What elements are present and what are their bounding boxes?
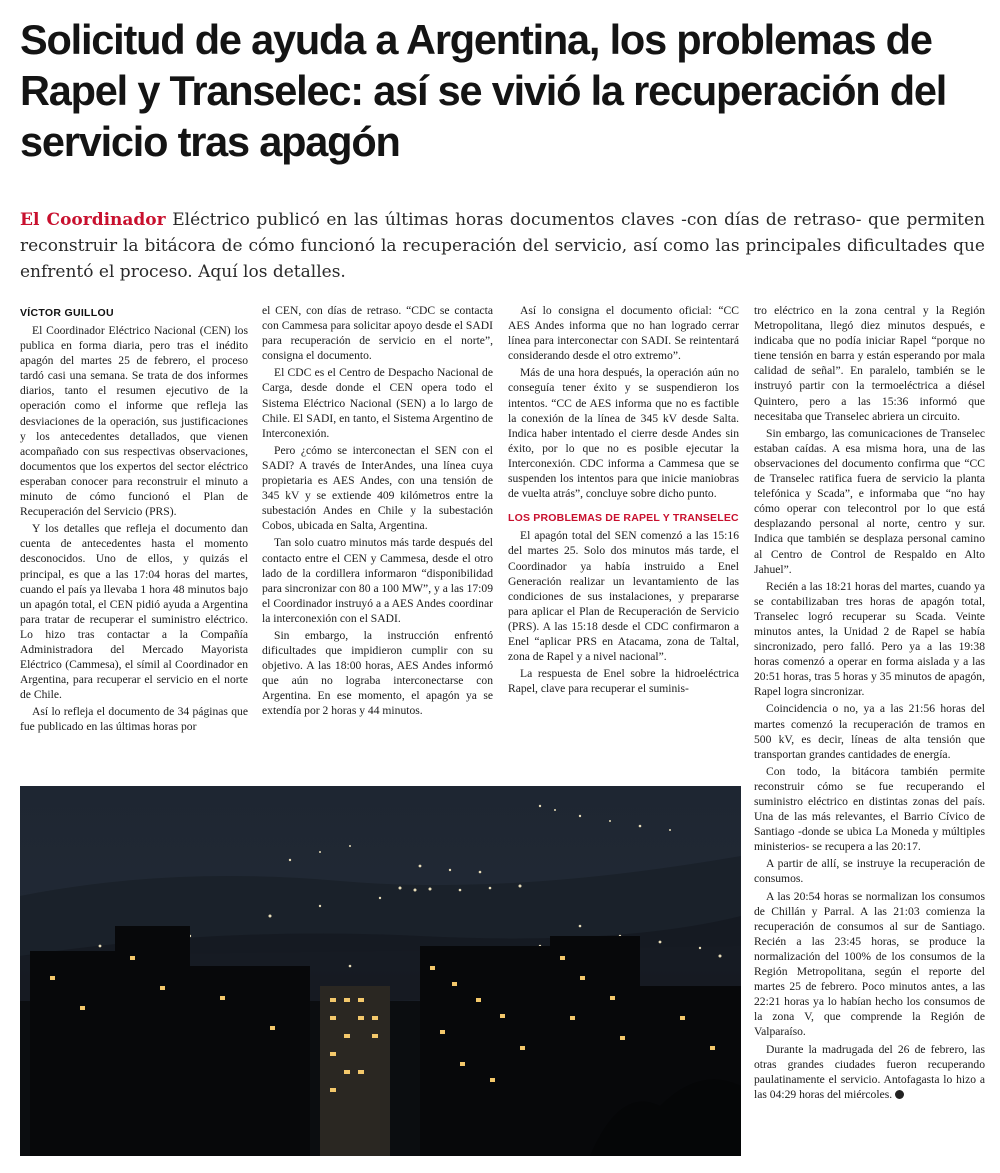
paragraph: Así lo refleja el documento de 34 páginas que fue publicado en las últimas horas por [20, 705, 248, 734]
lead-text: Eléctrico publicó en las últimas horas documentos claves -con días de retraso- que permiten reconstruir la bitácora de cómo funcionó la recuperación del servicio, así como las principales dificultades que enfrentó el proceso. Aquí los detalles. [20, 210, 986, 282]
headline: Solicitud de ayuda a Argentina, los problemas de Rapel y Transelec: así se vivió la recuperación del servicio tras apagón [20, 16, 947, 165]
paragraph: Así lo consigna el documento oficial: “CC AES Andes informa que no han logrado cerrar línea para interconectar con SADI. Se reintentará considerando desde el otro extremo”. [508, 304, 739, 363]
column-1 [20, 323, 248, 743]
paragraph [754, 1042, 985, 1102]
paragraph: A partir de allí, se instruye la recuperación de consumos. [754, 857, 985, 886]
paragraph: Coincidencia o no, ya a las 21:56 horas del martes comenzó la recuperación de tramos en 500 kV, es decir, líneas de alta tensión que transportan grandes cantidades de energía. [754, 702, 985, 761]
column-4 [754, 303, 985, 1153]
paragraph: El Coordinador Eléctrico Nacional (CEN) los publica en forma diaria, pero tras el inédito apagón del martes 25 de febrero, el proceso tardó casi una semana. Se trata de dos informes diarios, tanto el resumen ejecutivo de la operación como el informe que refleja las desviaciones de la operación, sus justificaciones y los antecedentes detallados, que vienen acompañado con sus respectivas observaciones, documentos que los expertos del sector eléctrico esperaban conocer para reconstruir el minuto a minuto de cómo funcionó el Plan de Recuperación del Servicio (PRS). [20, 324, 248, 519]
paragraph: Pero ¿cómo se interconectan el SEN con el SADI? A través de InterAndes, una línea cuya propietaria es AES Andes, con una tensión de 345 kV y se extiende 409 kilómetros entre la subestación Andes en Chile y la subestación Cobos, ubicada en Salta, Argentina. [262, 443, 493, 533]
paragraph: Con todo, la bitácora también permite reconstruir cómo se fue recuperando el suministro eléctrico en distintas zonas del país. Una de las más relevantes, el Barrio Cívico de Santiago -donde se ubica La Moneda y múltiples ministerios- se recupera a las 20:17. [754, 764, 985, 854]
paragraph: Sin embargo, las comunicaciones de Transelec estaban caídas. A esa misma hora, una de las observaciones del documento confirma que “CC de Transelec ratifica fuera de servicio la planta telefónica y Scada”, e informaba que “no hay cómo operar con telecontrol por lo que está desplazando personal al norte, centro y sur. Indica que también se desplaza personal camino al Centro de Control de Respaldo en Alto Jahuel”. [754, 426, 985, 576]
column-2 [262, 303, 493, 743]
paragraph: Y los detalles que refleja el documento dan cuenta de antecedentes hasta el momento desconocidos. Uno de ellos, y quizás el principal, es que a las 17:04 horas del martes, cuando el país ya llevaba 1 hora 48 minutos bajo un apagón total, el CEN pidió ayuda a Argentina para tratar de recuperar el suministro eléctrico. Lo hizo tras contactar a la Compañía Administradora del Mercado Mayorista Eléctrico (Cammesa), el símil al Coordinador en Argentina, para recuperar el servicio en el norte de Chile. [20, 522, 248, 702]
paragraph: A las 20:54 horas se normalizan los consumos de Chillán y Parral. A las 21:03 comienza la recuperación de consumos al sur de Santiago. Recién a las 23:45 horas, se produce la normalización del 100% de los consumos de la Región Metropolitana, según el reporte del martes 25 de febrero. Poco minutos antes, a las 22:21 horas ya lo habían hecho los consumos de la zona V, que comprende la Región de Valparaíso. [754, 889, 985, 1039]
lead-paragraph [20, 207, 985, 285]
night-city-photo [20, 786, 741, 1156]
paragraph: El CDC es el Centro de Despacho Nacional de Carga, desde donde el CEN opera todo el Sistema Eléctrico Nacional (SEN) a lo largo de Chile. El SADI, en tanto, el Sistema Argentino de Interconexión. [262, 366, 493, 440]
byline: VÍCTOR GUILLOU [20, 307, 114, 319]
paragraph: el CEN, con días de retraso. “CDC se contacta con Cammesa para solicitar apoyo desde el SADI para recuperación de servicio en el norte”, consigna el documento. [262, 304, 493, 363]
paragraph: Más de una hora después, la operación aún no conseguía tener éxito y se suspendieron los intentos. “CC de AES informa que no es factible la conexión de la línea de 345 kV desde Salta. Indica haber intentado el cierre desde Andes sin éxito, por lo que no es posible ejecutar la Interconexión. CDC informa a Cammesa que se suspenden los intentos para que inicie maniobras de vuelta atrás”, concluye sobre dicho punto. [508, 366, 739, 501]
paragraph: La respuesta de Enel sobre la hidroeléctrica Rapel, clave para recuperar el suminis- [508, 667, 739, 696]
lead-kicker: El Coordinador [20, 210, 166, 230]
night-city-illustration [20, 786, 741, 1156]
paragraph-text: Durante la madrugada del 26 de febrero, las otras grandes ciudades fueron recuperando paulatinamente el servicio. Antofagasta lo hizo a las 04:29 horas del miércoles. [754, 1042, 985, 1101]
paragraph: Recién a las 18:21 horas del martes, cuando ya se contabilizaban tres horas de apagón total, Transelec logró recuperar su Scada. Veinte minutos antes, la Unidad 2 de Rapel se había sincronizado, pero falló. Pero ya a las 19:38 horas comenzó a operar en forma aislada y a las 20:51 horas, tras 5 horas y 35 minutos de apagón, Rapel logra sincronizar. [754, 579, 985, 699]
paragraph: Sin embargo, la instrucción enfrentó dificultades que impidieron cumplir con su objetivo. A las 18:00 horas, AES Andes informó que aún no lograba interconectarse con Argentina. En ese momento, el apagón ya se extendía por 2 horas y 44 minutos. [262, 628, 493, 718]
end-mark-icon [895, 1090, 904, 1099]
paragraph: Tan solo cuatro minutos más tarde después del contacto entre el CEN y Cammesa, desde el otro lado de la cordillera informaron “disponibilidad para sincronizar con 80 a 100 MW”, y a las 17:09 el Coordinador instruyó a a AES Andes coordinar la interconexión con el SADI. [262, 536, 493, 625]
column-3 [508, 303, 739, 743]
subheading: LOS PROBLEMAS DE RAPEL Y TRANSELEC [508, 512, 739, 525]
paragraph: tro eléctrico en la zona central y la Región Metropolitana, llegó diez minutos después, e indicaba que no podía iniciar Rapel “porque no tiene tensión en barra y están esperando por mala calidad de señal”. En paralelo, también se le instruyó partir con la termoeléctrica a diésel Quintero, pero a las 15:36 informó que necesitaba que Transelec abriera un circuito. [754, 304, 985, 423]
paragraph: El apagón total del SEN comenzó a las 15:16 del martes 25. Solo dos minutos más tarde, el Coordinador ya había instruido a Enel Generación realizar un levantamiento de las condiciones de sus instalaciones, y prepararse para aplicar el Plan de Recuperación de Servicio (PRS). A las 15:18 desde el CDC confirmaron a Enel “aplicar PRS en Atacama, zona de Taltal, zona de Rapel y a nivel nacional”. [508, 529, 739, 664]
